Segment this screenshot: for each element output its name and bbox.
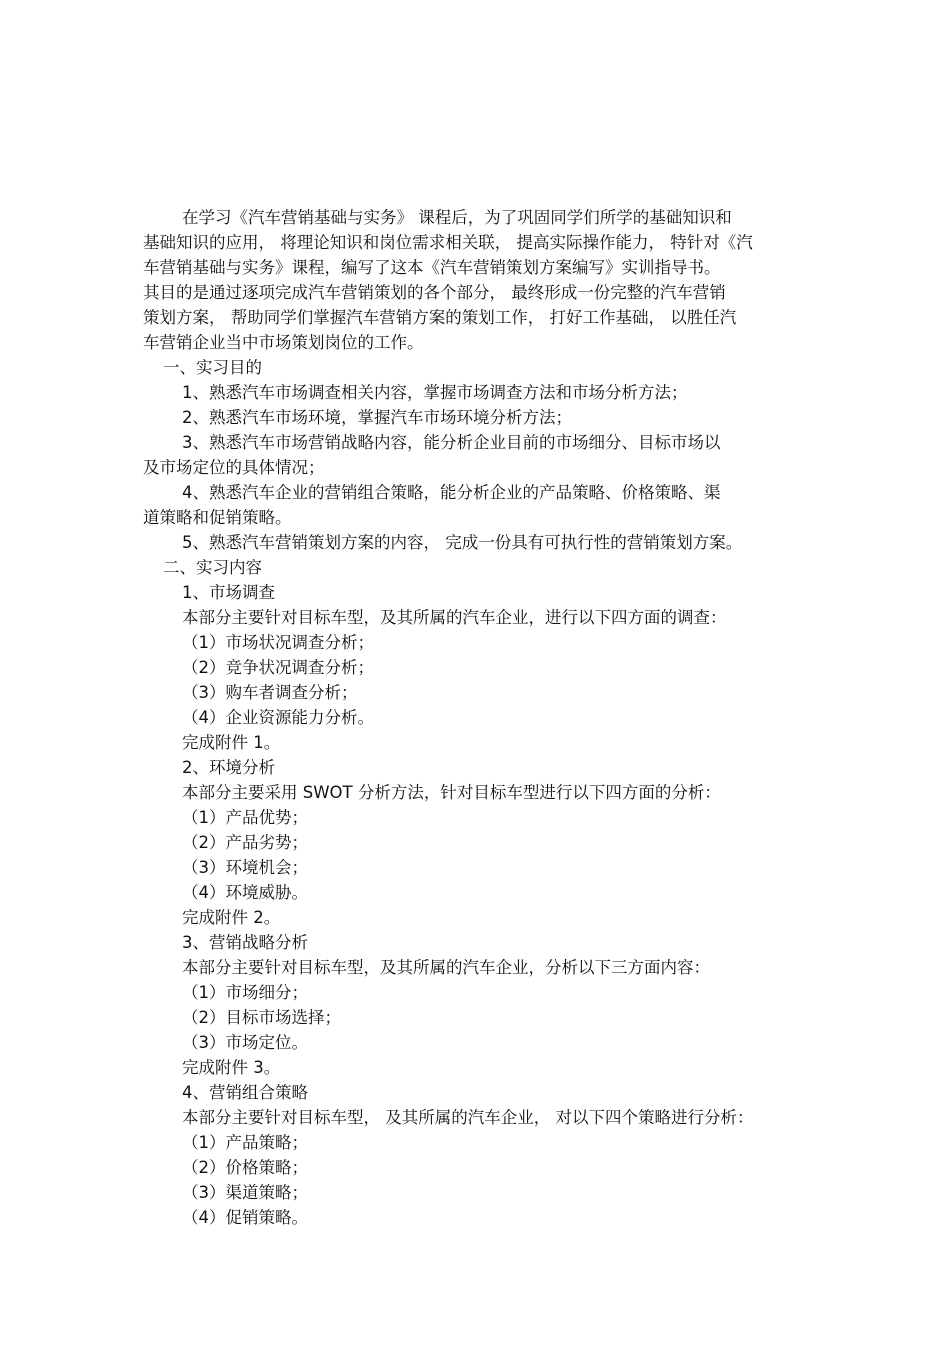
objective-line: 3、熟悉汽车市场营销战略内容，能分析企业目前的市场细分、目标市场以 (182, 433, 721, 452)
subsection-heading: 2、环境分析 (182, 758, 275, 777)
list-item: （1）产品策略； (182, 1133, 308, 1152)
intro-line: 在学习《汽车营销基础与实务》 课程后，为了巩固同学们所学的基础知识和 (182, 208, 732, 227)
list-item: （4）企业资源能力分析。 (182, 708, 374, 727)
list-item: （4）促销策略。 (182, 1208, 308, 1227)
list-item: （2）目标市场选择； (182, 1008, 341, 1027)
objective-line: 1、熟悉汽车市场调查相关内容，掌握市场调查方法和市场分析方法； (182, 383, 688, 402)
intro-line: 车营销基础与实务》课程，编写了这本《汽车营销策划方案编写》实训指导书。 (143, 258, 721, 277)
list-item: （2）竞争状况调查分析； (182, 658, 374, 677)
intro-line: 基础知识的应用， 将理论知识和岗位需求相关联， 提高实际操作能力， 特针对《汽 (143, 233, 753, 252)
section-heading: 一、实习目的 (163, 358, 262, 377)
list-item: （1）产品优势； (182, 808, 308, 827)
list-item: （3）购车者调查分析； (182, 683, 358, 702)
list-item: （1）市场状况调查分析； (182, 633, 374, 652)
list-item: （3）市场定位。 (182, 1033, 308, 1052)
objective-line: 2、熟悉汽车市场环境，掌握汽车市场环境分析方法； (182, 408, 572, 427)
content-line: 本部分主要针对目标车型，及其所属的汽车企业，分析以下三方面内容： (182, 958, 710, 977)
list-item: （2）价格策略； (182, 1158, 308, 1177)
objective-line: 及市场定位的具体情况； (143, 458, 325, 477)
attachment-note: 完成附件 1。 (182, 733, 281, 752)
objective-line: 5、熟悉汽车营销策划方案的内容， 完成一份具有可执行性的营销策划方案。 (182, 533, 743, 552)
intro-line: 车营销企业当中市场策划岗位的工作。 (143, 333, 424, 352)
list-item: （3）渠道策略； (182, 1183, 308, 1202)
list-item: （4）环境威胁。 (182, 883, 308, 902)
content-line: 本部分主要针对目标车型，及其所属的汽车企业，进行以下四方面的调查： (182, 608, 727, 627)
section-heading: 二、实习内容 (163, 558, 262, 577)
objective-line: 4、熟悉汽车企业的营销组合策略，能分析企业的产品策略、价格策略、渠 (182, 483, 721, 502)
subsection-heading: 3、营销战略分析 (182, 933, 308, 952)
intro-line: 策划方案， 帮助同学们掌握汽车营销方案的策划工作， 打好工作基础， 以胜任汽 (143, 308, 737, 327)
list-item: （1）市场细分； (182, 983, 308, 1002)
subsection-heading: 4、营销组合策略 (182, 1083, 308, 1102)
list-item: （3）环境机会； (182, 858, 308, 877)
subsection-heading: 1、市场调查 (182, 583, 275, 602)
attachment-note: 完成附件 2。 (182, 908, 281, 927)
list-item: （2）产品劣势； (182, 833, 308, 852)
content-line: 本部分主要采用 SWOT 分析方法，针对目标车型进行以下四方面的分析： (182, 783, 721, 802)
content-line: 本部分主要针对目标车型， 及其所属的汽车企业， 对以下四个策略进行分析： (182, 1108, 754, 1127)
intro-line: 其目的是通过逐项完成汽车营销策划的各个部分， 最终形成一份完整的汽车营销 (143, 283, 726, 302)
attachment-note: 完成附件 3。 (182, 1058, 281, 1077)
objective-line: 道策略和促销策略。 (143, 508, 292, 527)
